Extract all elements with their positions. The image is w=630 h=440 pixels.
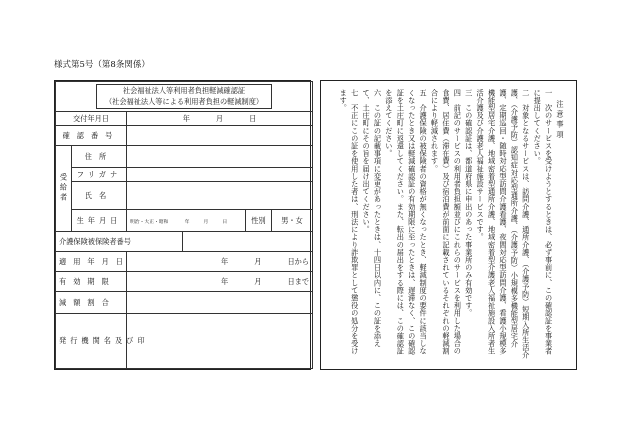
reduction-rate-value xyxy=(127,292,313,314)
certificate-table xyxy=(55,81,313,369)
note-item-7: 七 不正にこの証を使用した者は、刑法により詐欺罪として懲役の処分を受けます。 xyxy=(339,89,360,355)
recipient-label: 受給者 xyxy=(56,146,72,232)
note-item-6: 六 この証の記載事項に変更があったときは、十四日以内に、この証を添えて、土庄町にその旨を届け出てください。 xyxy=(362,89,383,348)
certificate-back xyxy=(320,80,577,370)
address-label: 住所 xyxy=(72,146,127,168)
apply-date-label: 適用年月日 xyxy=(56,252,127,272)
note-item-2: 二 対象となるサービスは、訪問介護、通所介護、（介護予防）短期入所生活介護、（介護予防）認知症対応型通所介護、（介護予防）小規模多機能型居宅介護、定期巡回・随時対応型訪問介護看護、夜間対応型訪問介護、看護小規模多機能型居宅介護、地域密着型通所介護、地域密着型介護老人福祉施設入所者生活介護及び介護老人福祉施設サービスです。 xyxy=(476,89,531,359)
address-value xyxy=(127,146,313,168)
certificate-title: 社会福祉法人等利用者負担軽減確認証 xyxy=(122,86,246,96)
furigana-label: フリガナ xyxy=(72,168,127,182)
form-number: 様式第5号（第8条関係） xyxy=(54,60,150,70)
valid-period-value: 年 月 日まで xyxy=(127,272,313,292)
note-item-5: 五 介護保険の被保険者の資格が無くなったとき、軽減制度の要件に該当しなくなったとき又は軽減確認証の有効期限に至ったときは、遅滞なく、この確認証を土庄町に返還してください。また、転出の届出をする際には、この確認証を添えてください。 xyxy=(384,89,429,355)
confirm-number-value xyxy=(127,126,313,146)
furigana-value xyxy=(127,168,313,182)
note-item-3: 三 この確認証は、都道府県に申出のあった事業所のみ有効です。 xyxy=(464,89,474,317)
issuer-label: 発行機関名及び印 xyxy=(56,314,127,369)
issue-date-label: 交付年月日 xyxy=(56,112,127,126)
birth-date-value: 明治・大正・昭和 年 月 日 xyxy=(127,210,246,232)
name-label: 氏名 xyxy=(72,182,127,210)
notes-text xyxy=(331,89,566,361)
insured-number-label: 介護保険被保険者番号 xyxy=(56,232,183,252)
note-item-4: 四 前記のサービスの利用者負担額並びにこれらのサービスを利用した場合の食費、居住費（滞在費）及び宿泊費が前面に記載されているそれぞれの軽減割合により軽減されます。 xyxy=(430,89,463,355)
notes-heading: 注意事項 xyxy=(556,99,565,141)
note-item-1: 一 次のサービスを受けようとするときは、必ず事前に、この確認証を事業者に提出してください。 xyxy=(533,89,554,355)
birth-date-label: 生年月日 xyxy=(72,210,127,232)
gender-label: 性別 xyxy=(246,210,272,232)
apply-date-value: 年 月 日から xyxy=(127,252,313,272)
gender-options: 男・女 xyxy=(272,210,313,232)
title-box xyxy=(96,84,272,108)
issuer-value xyxy=(127,314,313,369)
birth-era-options: 明治・大正・昭和 xyxy=(130,220,169,225)
reduction-rate-label: 減額割合 xyxy=(56,292,127,314)
valid-period-label: 有効期限 xyxy=(56,272,127,292)
name-value xyxy=(127,182,313,210)
certificate-subtitle: （社会福祉法人等による利用者負担の軽減制度） xyxy=(104,96,264,106)
title-cell xyxy=(56,82,313,112)
certificate-front xyxy=(54,80,311,370)
insured-number-value xyxy=(183,232,313,252)
confirm-number-label: 確認番号 xyxy=(56,126,127,146)
issue-date-value: 年 月 日 xyxy=(127,112,313,126)
